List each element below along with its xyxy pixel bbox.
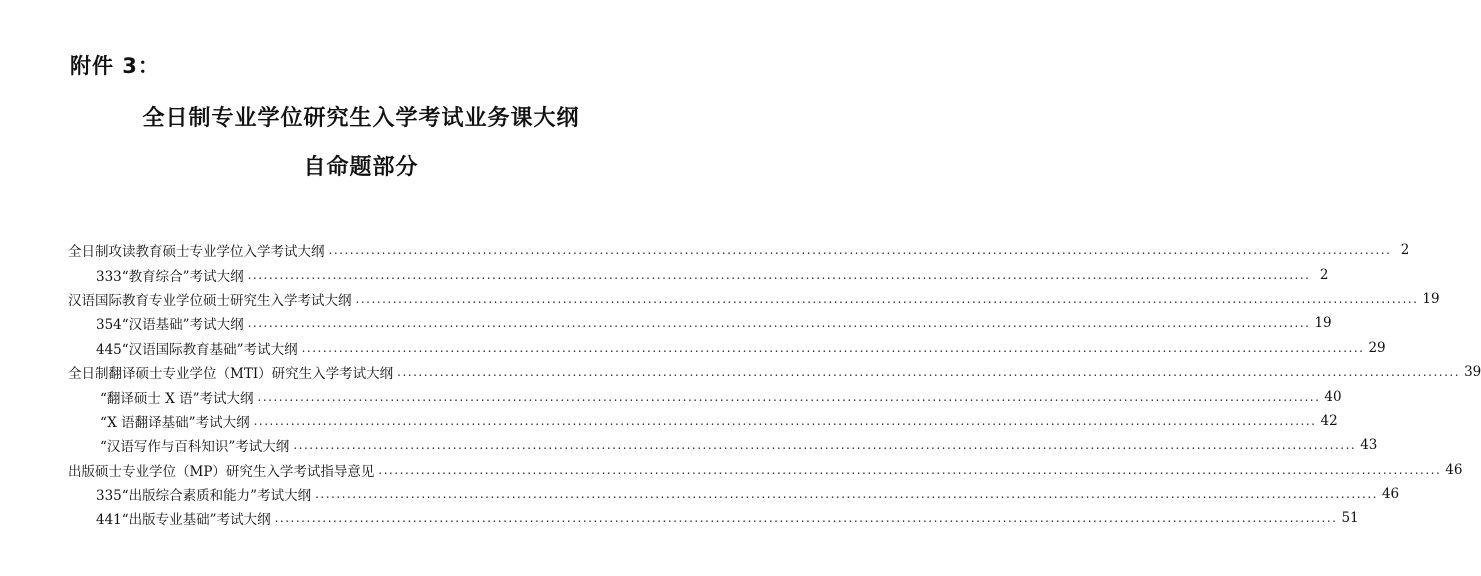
toc-dot-leader: ........................................................................................................................................................................................................ [253,413,1317,428]
toc-entry[interactable] [68,458,1463,482]
toc-entry-page: 46 [1381,486,1400,503]
toc-entry-title: “汉语写作与百科知识”考试大纲 [100,439,290,456]
toc-entry-title: 335“出版综合素质和能力”考试大纲 [96,488,312,505]
toc-dot-leader: ........................................................................................................................................................................................................ [315,487,1378,502]
toc-entry-title: “X 语翻译基础”考试大纲 [100,414,250,431]
toc-entry[interactable] [68,311,1332,335]
attachment-label: 附件 3： [70,54,160,78]
toc-dot-leader: ........................................................................................................................................................................................................ [247,267,1311,282]
toc-entry[interactable] [68,506,1359,530]
toc-entry[interactable] [68,336,1386,360]
toc-entry-title: “翻译硕士 X 语”考试大纲 [100,390,254,407]
toc-entry-page: 40 [1324,388,1342,405]
toc-entry-page: 39 [1464,364,1481,381]
toc-entry-page: 2 [1319,266,1329,283]
toc-entry[interactable] [68,360,1481,384]
toc-entry-title: 全日制攻读教育硕士专业学位入学考试大纲 [68,244,325,261]
toc-entry-page: 51 [1341,510,1359,527]
toc-entry[interactable] [68,409,1338,433]
toc-dot-leader: ........................................................................................................................................................................................................ [301,340,1365,355]
document-subtitle: 自命题部分 [303,155,419,180]
toc-dot-leader: ........................................................................................................................................................................................................ [355,291,1419,306]
document-title: 全日制专业学位研究生入学考试业务课大纲 [142,106,580,131]
toc-dot-leader: ........................................................................................................................................................................................................ [378,462,1442,477]
toc-entry-title: 出版硕士专业学位（MP）研究生入学考试指导意见 [68,463,375,480]
toc-entry[interactable] [68,433,1378,457]
toc-entry-page: 2 [1400,242,1410,259]
toc-dot-leader: ........................................................................................................................................................................................................ [274,511,1338,526]
toc-dot-leader: ........................................................................................................................................................................................................ [328,243,1392,258]
toc-entry-page: 19 [1422,290,1440,307]
toc-entry-title: 333“教育综合”考试大纲 [96,268,244,285]
toc-entry-page: 43 [1360,437,1378,454]
toc-entry[interactable] [68,384,1342,408]
toc-entry[interactable] [68,287,1440,311]
toc-entry-title: 354“汉语基础”考试大纲 [96,317,244,334]
toc-entry-page: 19 [1314,315,1332,332]
toc-entry-title: 445“汉语国际教育基础”考试大纲 [96,341,298,358]
toc-entry[interactable] [68,262,1329,286]
toc-entry[interactable] [68,482,1400,506]
toc-entry-page: 46 [1445,461,1463,478]
toc-entry[interactable] [68,238,1410,262]
table-of-contents [68,238,1481,531]
toc-entry-title: 全日制翻译硕士专业学位（MTI）研究生入学考试大纲 [68,366,394,383]
toc-entry-page: 29 [1368,339,1386,356]
toc-dot-leader: ........................................................................................................................................................................................................ [257,389,1321,404]
toc-entry-page: 42 [1320,412,1338,429]
toc-dot-leader: ........................................................................................................................................................................................................ [397,365,1461,380]
toc-dot-leader: ........................................................................................................................................................................................................ [293,438,1357,453]
toc-entry-title: 汉语国际教育专业学位硕士研究生入学考试大纲 [68,292,352,309]
toc-dot-leader: ........................................................................................................................................................................................................ [247,316,1311,331]
toc-entry-title: 441“出版专业基础”考试大纲 [96,512,271,529]
